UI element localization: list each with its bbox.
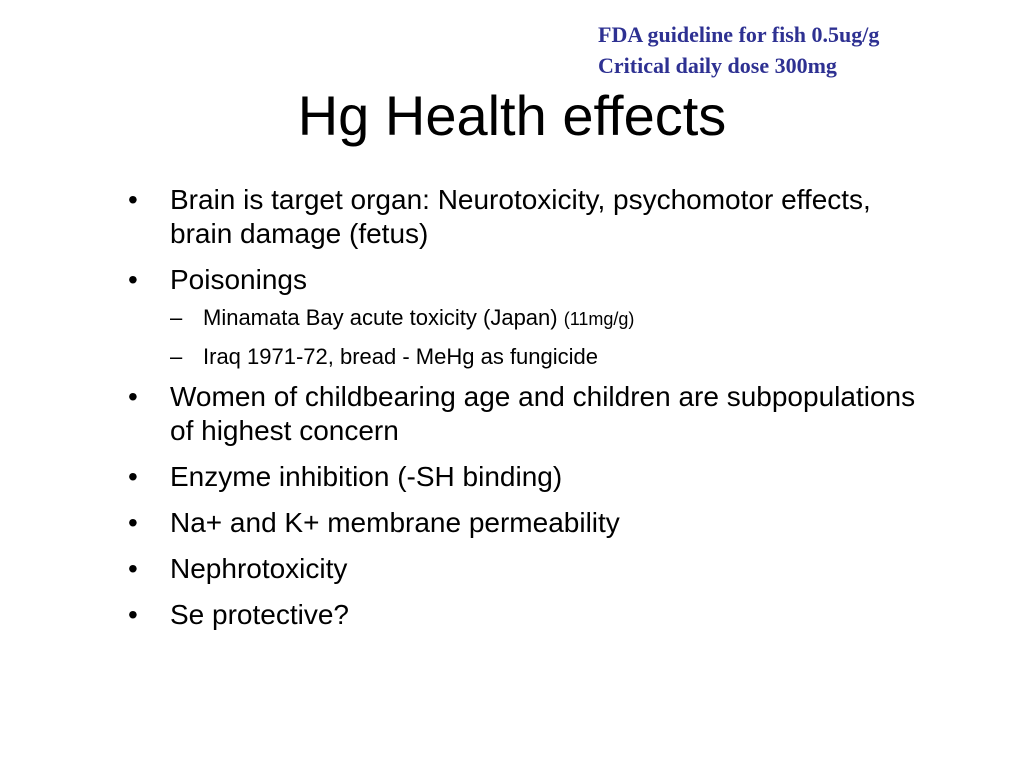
dash-icon: – <box>170 305 183 330</box>
bullet-dot-icon: • <box>128 461 138 492</box>
sub-bullet-item <box>128 304 928 333</box>
bullet-item <box>128 552 928 586</box>
bullet-item <box>128 380 928 448</box>
bullet-dot-icon: • <box>128 599 138 630</box>
slide-title: Hg Health effects <box>297 84 727 147</box>
bullet-text: Na+ and K+ membrane permeability <box>170 507 620 538</box>
note-line-fda-guideline: FDA guideline for fish 0.5ug/g <box>598 22 880 47</box>
bullet-dot-icon: • <box>128 381 138 412</box>
sub-bullet-text: Iraq 1971-72, bread - MeHg as fungicide <box>203 344 599 369</box>
bullet-text: Poisonings <box>170 264 307 295</box>
sub-bullet-note: (11mg/g) <box>563 309 635 329</box>
guideline-note <box>598 19 879 81</box>
bullet-dot-icon: • <box>128 184 138 215</box>
dash-icon: – <box>170 344 183 369</box>
sub-bullet-item <box>128 343 928 370</box>
sub-bullet-text: Minamata Bay acute toxicity (Japan) <box>203 305 558 330</box>
bullet-list <box>128 183 928 644</box>
bullet-dot-icon: • <box>128 553 138 584</box>
bullet-item <box>128 263 928 297</box>
bullet-text: Nephrotoxicity <box>170 553 348 584</box>
bullet-item <box>128 183 928 251</box>
note-line-critical-dose: Critical daily dose 300mg <box>598 53 837 78</box>
bullet-item <box>128 506 928 540</box>
bullet-text: Se protective? <box>170 599 349 630</box>
bullet-text: Brain is target organ: Neurotoxicity, psychomotor effects, brain damage (fetus) <box>170 184 871 249</box>
bullet-dot-icon: • <box>128 264 138 295</box>
sub-bullet-list <box>128 304 928 370</box>
bullet-text: Women of childbearing age and children are subpopulations of highest concern <box>170 381 916 446</box>
bullet-item <box>128 460 928 494</box>
bullet-item <box>128 598 928 632</box>
bullet-dot-icon: • <box>128 507 138 538</box>
bullet-text: Enzyme inhibition (-SH binding) <box>170 461 563 492</box>
